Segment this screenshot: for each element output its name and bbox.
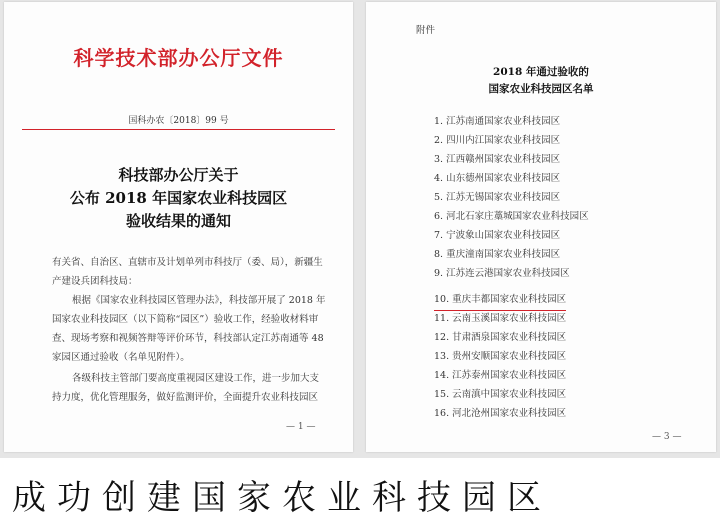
- body-line: 产建设兵团科技局：: [52, 276, 138, 287]
- attachment-label: 附件: [416, 25, 436, 36]
- body-line: 根据《国家农业科技园区管理办法》，科技部开展了 2018 年: [72, 295, 326, 306]
- list-title-line-2: 国家农业科技园区名单: [488, 83, 594, 95]
- notice-title-line-1: 科技部办公厅关于: [118, 166, 239, 184]
- notice-title-line-2: 公布 2018 年国家农业科技园区: [69, 189, 288, 207]
- list-item: 7. 宁波象山国家农业科技园区: [434, 230, 561, 241]
- list-item: 13. 贵州安顺国家农业科技园区: [434, 351, 567, 362]
- list-item: 11. 云南玉溪国家农业科技园区: [434, 313, 567, 324]
- list-item: 4. 山东德州国家农业科技园区: [434, 173, 561, 184]
- list-title-line-1: 2018 年通过验收的: [493, 66, 589, 78]
- left-page: [4, 2, 353, 452]
- list-item: 9. 江苏连云港国家农业科技园区: [434, 268, 570, 279]
- list-item: 6. 河北石家庄藁城国家农业科技园区: [434, 211, 589, 222]
- list-item: 5. 江苏无锡国家农业科技园区: [434, 192, 561, 203]
- notice-title-line-3: 验收结果的通知: [125, 212, 231, 230]
- list-item: 15. 云南滇中国家农业科技园区: [434, 389, 567, 400]
- body-line: 各级科技主管部门要高度重视园区建设工作，进一步加大支: [72, 373, 320, 384]
- list-item: 16. 河北沧州国家农业科技园区: [434, 408, 567, 419]
- list-item: 1. 江苏南通国家农业科技园区: [434, 116, 561, 127]
- list-item: 12. 甘肃酒泉国家农业科技园区: [434, 332, 567, 343]
- caption-text: 成功创建国家农业科技园区: [12, 478, 552, 518]
- document-number: 国科办农〔2018〕99 号: [128, 116, 229, 126]
- page-number: — 3 —: [652, 432, 682, 442]
- list-item-highlighted: 10. 重庆丰都国家农业科技园区: [434, 294, 567, 305]
- red-document-header: 科学技术部办公厅文件: [73, 46, 284, 70]
- list-item: 2. 四川内江国家农业科技园区: [434, 135, 561, 146]
- body-line: 持力度，优化管理服务，做好监测评价，全面提升农业科技园区: [52, 392, 319, 403]
- body-line: 查、现场考察和视频答辩等评价环节，科技部认定江苏南通等 48: [52, 333, 324, 344]
- list-item: 3. 江西赣州国家农业科技园区: [434, 154, 561, 165]
- body-line: 国家农业科技园区（以下简称“园区”）验收工作，经验收材料审: [52, 314, 319, 325]
- right-page: [366, 2, 716, 452]
- list-item: 14. 江苏泰州国家农业科技园区: [434, 370, 567, 381]
- body-line: 有关省、自治区、直辖市及计划单列市科技厅（委、局），新疆生: [52, 257, 323, 268]
- page-number: — 1 —: [286, 422, 316, 432]
- red-divider-line: [22, 129, 335, 130]
- body-line: 家园区通过验收（名单见附件）。: [52, 352, 190, 363]
- list-item: 8. 重庆潼南国家农业科技园区: [434, 249, 561, 260]
